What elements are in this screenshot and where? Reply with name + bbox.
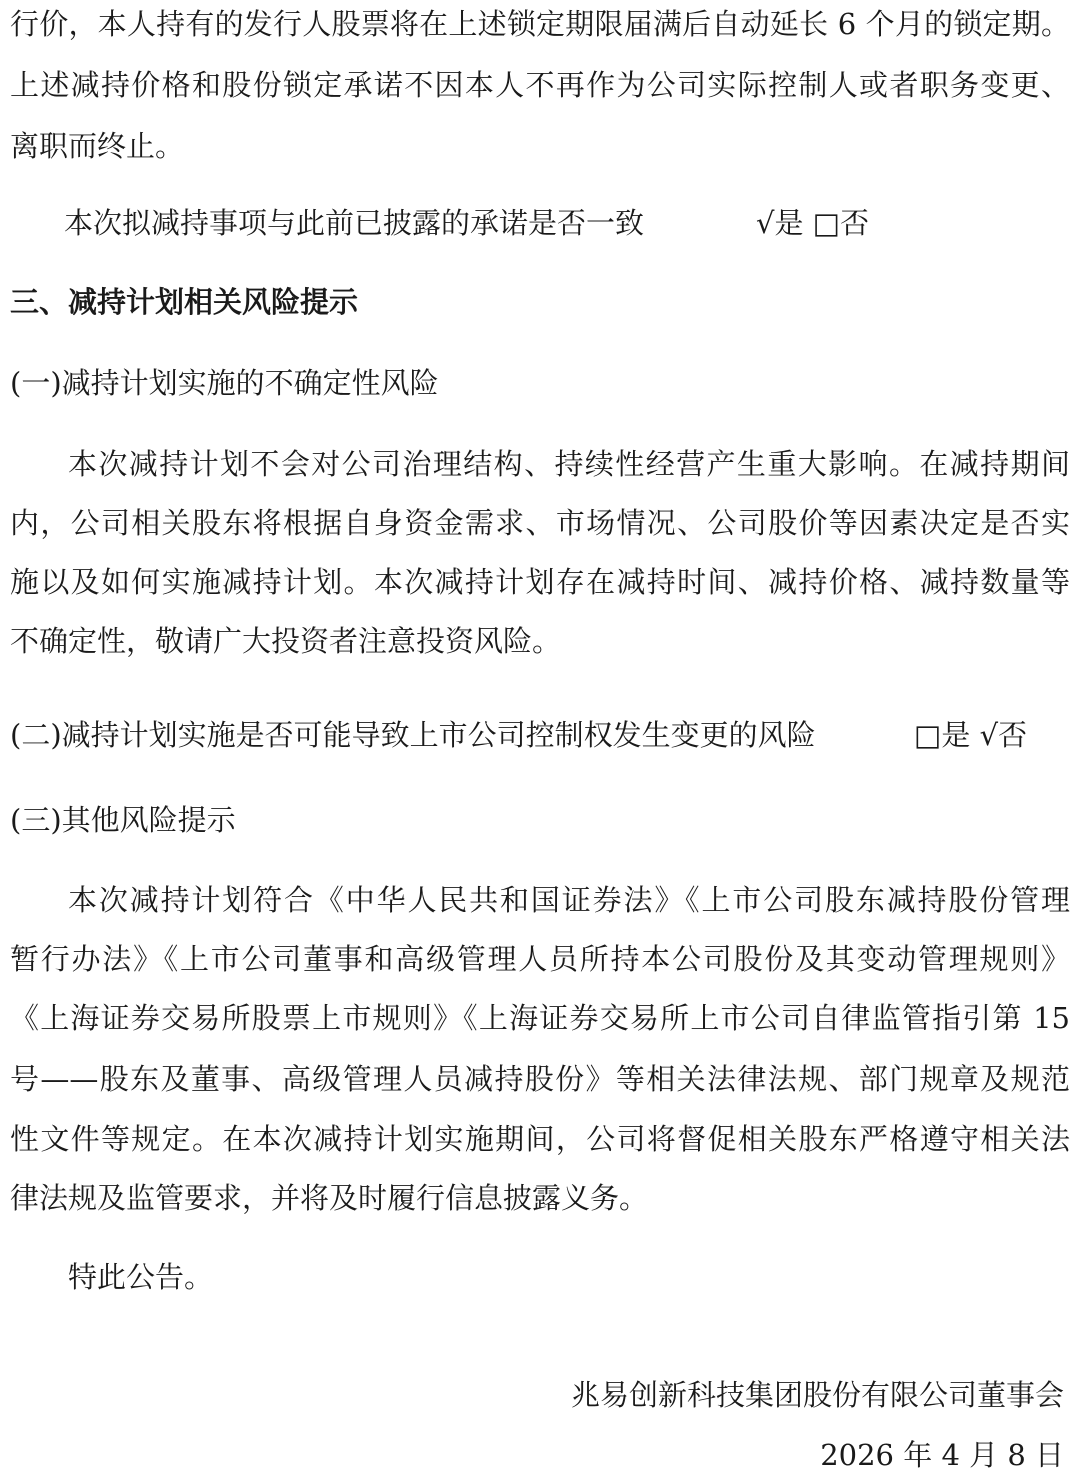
paragraph-line: 行价，本人持有的发行人股票将在上述锁定期限届满后自动延长 6 个月的锁定期。: [10, 7, 1070, 41]
paragraph-line: 离职而终止。: [10, 129, 185, 163]
paragraph-line: 性文件等规定。在本次减持计划实施期间，公司将督促相关股东严格遵守相关法: [10, 1122, 1070, 1156]
paragraph-line: 内，公司相关股东将根据自身资金需求、市场情况、公司股价等因素决定是否实: [10, 506, 1070, 540]
consistency-question: 本次拟减持事项与此前已披露的承诺是否一致: [64, 206, 645, 240]
subsection-title: (二)减持计划实施是否可能导致上市公司控制权发生变更的风险: [10, 718, 816, 752]
section-heading: 三、减持计划相关风险提示: [10, 285, 359, 319]
paragraph-line: 律法规及监管要求，并将及时履行信息披露义务。: [10, 1181, 649, 1215]
subsection-title: (三)其他风险提示: [10, 803, 236, 837]
paragraph-line: 不确定性，敬请广大投资者注意投资风险。: [10, 624, 562, 658]
paragraph-line: 施以及如何实施减持计划。本次减持计划存在减持时间、减持价格、减持数量等: [10, 565, 1070, 599]
closing-text: 特此公告。: [68, 1260, 214, 1294]
signature-date: 2026 年 4 月 8 日: [820, 1438, 1064, 1472]
signature-company: 兆易创新科技集团股份有限公司董事会: [570, 1378, 1064, 1412]
paragraph-line: 暂行办法》《上市公司董事和高级管理人员所持本公司股份及其变动管理规则》: [10, 942, 1070, 976]
paragraph-line: 本次减持计划不会对公司治理结构、持续性经营产生重大影响。在减持期间: [68, 447, 1070, 481]
paragraph-line: 本次减持计划符合《中华人民共和国证券法》《上市公司股东减持股份管理: [68, 883, 1070, 917]
paragraph-line: 《上海证券交易所股票上市规则》《上海证券交易所上市公司自律监管指引第 15: [10, 1001, 1070, 1035]
paragraph-line: 号——股东及董事、高级管理人员减持股份》等相关法律法规、部门规章及规范: [10, 1062, 1070, 1096]
control-change-answer: □是 √否: [914, 718, 1028, 752]
subsection-title: (一)减持计划实施的不确定性风险: [10, 366, 439, 400]
consistency-answer: √是 □否: [756, 206, 870, 240]
paragraph-line: 上述减持价格和股份锁定承诺不因本人不再作为公司实际控制人或者职务变更、: [10, 68, 1070, 102]
